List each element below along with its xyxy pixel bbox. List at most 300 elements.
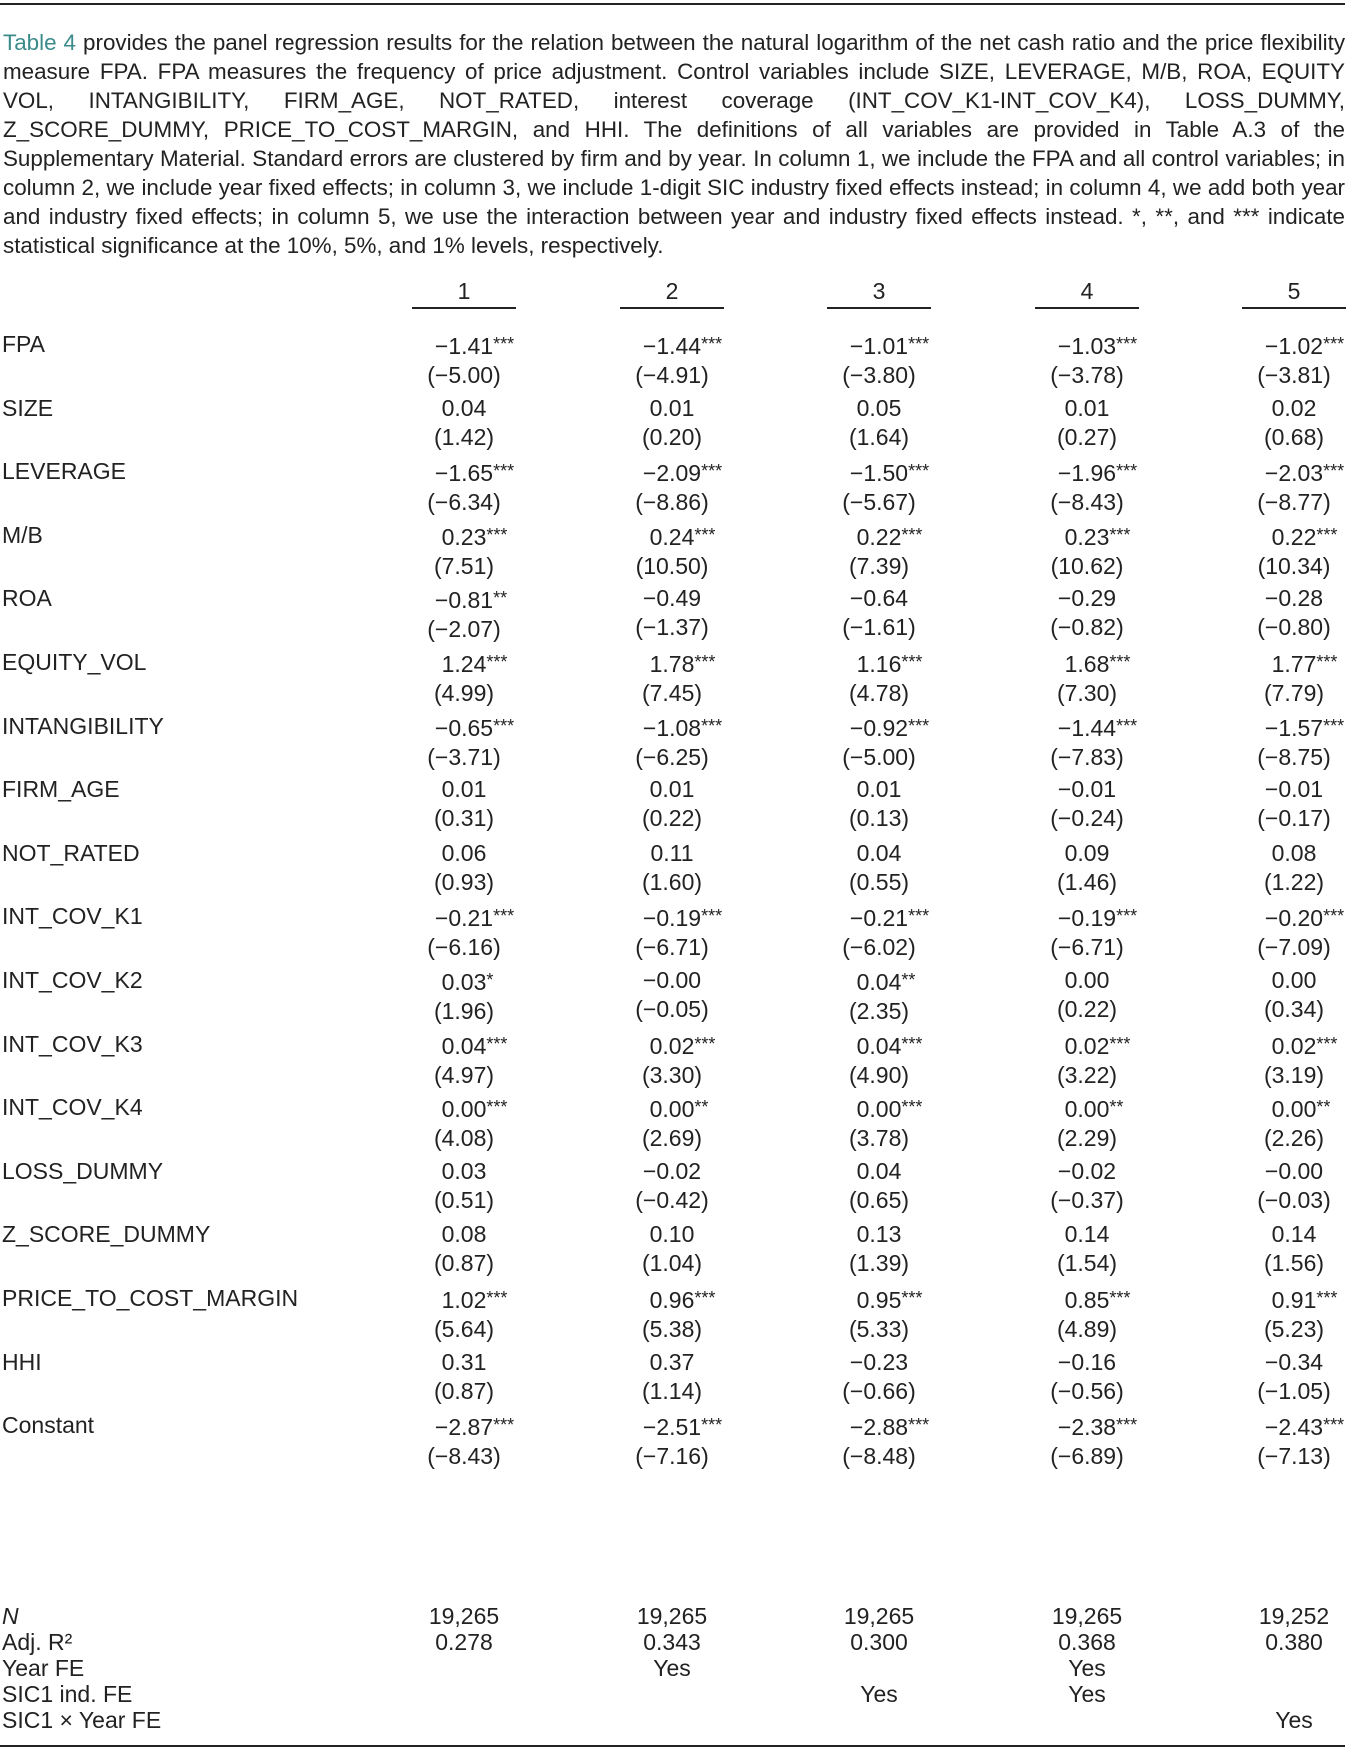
table-cell [620,1284,724,1344]
t-statistic: (−7.13) [1257,1443,1331,1470]
bottom-rule [0,1745,1345,1747]
t-statistic: (0.31) [433,805,495,832]
t-statistic: (1.64) [848,423,910,450]
t-statistic: (1.14) [641,1377,703,1404]
coefficient-line [1035,1348,1139,1377]
table-row [0,712,1349,772]
table-cell [412,1157,516,1215]
t-statistic: (0.68) [1263,423,1325,450]
coefficient: −2.09 [642,460,702,487]
table-cell [1035,1157,1139,1215]
table-cell [1242,775,1346,833]
coefficient-line [1242,1348,1346,1377]
t-statistic: (0.22) [641,805,703,832]
t-statistic: (−0.37) [1050,1186,1124,1213]
variable-label: PRICE_TO_COST_MARGIN [2,1285,299,1311]
coefficient: −0.29 [1057,585,1117,612]
coefficient-line: 0.91*** [1271,1287,1338,1313]
stat-label: SIC1 × Year FE [2,1707,162,1733]
stat-value: 0.278 [435,1629,493,1655]
t-statistic: (−8.43) [1050,489,1124,516]
coefficient-line: 0.00*** [856,1096,923,1123]
coefficient: 0.03 [441,1157,487,1184]
coefficient: 0.22 [856,523,902,550]
stat-value: 19,265 [1051,1603,1123,1629]
coefficient: 0.00 [441,1096,487,1123]
coefficient-line: −0.19*** [1057,905,1138,932]
table-row [0,1157,1349,1217]
variable-label: SIZE [2,394,54,421]
t-statistic: (0.87) [433,1377,495,1404]
table-row [0,775,1349,835]
coefficient: 0.01 [649,776,695,803]
table-cell [1242,1284,1346,1344]
coefficient: 0.02 [1064,1032,1110,1059]
table-row [0,584,1349,644]
t-statistic: (1.04) [641,1250,703,1277]
coefficient-line [620,394,724,423]
table-cell [827,1093,931,1153]
coefficient: 0.08 [1271,839,1317,866]
t-statistic: (5.23) [1263,1316,1325,1342]
t-statistic: (−6.71) [1050,934,1124,961]
coefficient-line [1242,839,1346,868]
stat-value: Yes [1068,1681,1106,1707]
t-statistic: (−0.66) [842,1377,916,1404]
coefficient: −0.21 [434,905,494,932]
coefficient: −0.02 [1057,1157,1117,1184]
t-statistic: (−0.05) [635,996,709,1022]
t-statistic: (−5.00) [427,362,501,388]
coefficient-line: 0.23*** [441,523,508,550]
coefficient-line: 0.00** [1064,1096,1124,1123]
table-cell [620,584,724,642]
coefficient-line: 1.68*** [1064,651,1131,677]
table-cell [412,457,516,517]
table-cell [1242,584,1346,642]
t-statistic: (7.30) [1056,680,1118,706]
coefficient-line [620,1157,724,1186]
t-statistic: (−0.03) [1257,1186,1331,1213]
coefficient-line [827,394,931,423]
coefficient: 1.16 [856,651,902,677]
t-statistic: (3.78) [848,1125,910,1152]
table-cell [412,1284,516,1344]
coefficient: 0.13 [856,1221,902,1248]
table-cell [412,966,516,1026]
coefficient: 1.02 [441,1287,487,1313]
coefficient-line: −2.43*** [1264,1414,1345,1441]
t-statistic: (3.19) [1263,1061,1325,1088]
variable-label: HHI [2,1348,42,1375]
t-statistic: (0.93) [433,868,495,895]
t-statistic: (0.51) [433,1186,495,1213]
t-statistic: (5.64) [433,1316,495,1342]
coefficient: −0.19 [1057,905,1117,932]
coefficient: 0.09 [1064,839,1110,866]
coefficient-line: 0.22*** [856,523,923,550]
table-cell [1242,1157,1346,1215]
coefficient: 0.00 [1064,967,1110,993]
coefficient-line: 0.95*** [856,1287,923,1313]
stat-row [0,1706,1349,1735]
t-statistic: (2.69) [641,1125,703,1152]
coefficient-line [1242,775,1346,804]
table-cell [1035,330,1139,390]
table-cell [412,330,516,390]
coefficient: 0.11 [650,839,694,866]
variable-label: LOSS_DUMMY [2,1157,164,1184]
coefficient: 0.00 [1064,1096,1110,1123]
coefficient: −2.43 [1264,1414,1324,1441]
coefficient: 0.37 [649,1348,695,1375]
table-row [0,1030,1349,1090]
table-cell [1035,1284,1139,1344]
table-cell [827,1411,931,1471]
coefficient-line: 1.16*** [856,651,923,677]
coefficient-line: −1.96*** [1057,460,1138,487]
table-cell [412,394,516,452]
t-statistic: (−6.71) [635,934,709,961]
coefficient: −0.64 [849,585,909,612]
coefficient-line [412,775,516,804]
variable-label: NOT_RATED [2,839,140,866]
stat-row [0,1680,1349,1709]
stat-value: 0.380 [1265,1629,1323,1655]
coefficient-line [827,839,931,868]
table-cell [1242,1030,1346,1090]
coefficient-line [412,1157,516,1186]
t-statistic: (4.08) [433,1125,495,1152]
coefficient-line: 0.22*** [1271,523,1338,550]
t-statistic: (10.34) [1257,552,1331,579]
coefficient-line: 0.24*** [649,523,716,550]
coefficient-line [412,1348,516,1377]
t-statistic: (−8.86) [635,489,709,516]
coefficient-line [1035,966,1139,995]
coefficient-line: 0.04*** [856,1032,923,1059]
coefficient-line [827,1157,931,1186]
coefficient: −0.01 [1057,776,1117,803]
stat-row [0,1628,1349,1657]
table-cell [620,1348,724,1406]
stat-value: 19,265 [636,1603,708,1629]
variable-label: LEVERAGE [2,458,126,485]
coefficient: −0.16 [1057,1348,1117,1375]
stat-value: 0.300 [850,1629,908,1655]
coefficient: 0.00 [1271,967,1317,993]
t-statistic: (5.33) [848,1316,910,1342]
table-cell [412,1411,516,1471]
table-cell [1035,1093,1139,1153]
coefficient: 0.00 [1271,1096,1317,1123]
coefficient-line [620,1348,724,1377]
t-statistic: (4.99) [433,680,495,706]
coefficient-line [620,1220,724,1249]
coefficient: 0.02 [649,1032,695,1059]
coefficient: −1.44 [642,333,702,359]
t-statistic: (4.89) [1056,1316,1118,1342]
stat-label: Year FE [2,1655,85,1681]
coefficient-line: 0.02*** [1064,1032,1131,1059]
coefficient-line [1035,839,1139,868]
variable-label: ROA [2,585,52,612]
table-reference-link[interactable]: Table 4 [3,30,77,55]
table-cell [620,1157,724,1215]
table-row [0,966,1349,1026]
table-row [0,1411,1349,1471]
coefficient-line: 1.77*** [1271,651,1338,677]
coefficient-line [412,839,516,868]
t-statistic: (1.96) [433,998,495,1024]
top-rule [0,3,1345,5]
t-statistic: (−1.61) [842,614,916,641]
table-row [0,1284,1349,1344]
coefficient: −1.01 [849,333,909,359]
column-number: 5 [1242,278,1346,309]
t-statistic: (0.20) [641,423,703,450]
coefficient: 0.01 [1064,394,1110,421]
coefficient-line [1035,1157,1139,1186]
coefficient-line [1242,584,1346,613]
table-row [0,1348,1349,1408]
coefficient: 0.06 [441,839,487,866]
stat-value: 19,265 [843,1603,915,1629]
caption-text: provides the panel regression results for the relation between the natural logarithm of the net cash ratio and the price flexibility measure FPA. FPA measures the frequency of price adjustment. Control variables include SIZE, LEVERAGE, M/B, ROA, EQUITY VOL, INTANGIBILITY, FIRM_AGE, NOT_RATED, interest coverage (INT_COV_K1-INT_COV_K4), LOSS_DUMMY, Z_SCORE_DUMMY, PRICE_TO_COST_MARGIN, and HHI. The definitions of all variables are provided in Table A.3 of the Supplementary Material. Standard errors are clustered by firm and by year. In column 1, we include the FPA and all control variables; in column 2, we include year fixed effects; in column 3, we include 1-digit SIC industry fixed effects instead; in column 4, we add both year and industry fixed effects; in column 5, we use the interaction between year and industry fixed effects instead. *, **, and *** indicate statistical significance at the 10%, 5%, and 1% levels, respectively. [3,30,1346,258]
table-cell [620,775,724,833]
coefficient-line [1242,966,1346,995]
stat-value: 19,265 [428,1603,500,1629]
coefficient: 0.01 [441,776,487,803]
t-statistic: (2.26) [1263,1125,1325,1152]
table-cell [1242,902,1346,962]
table-cell [620,648,724,708]
t-statistic: (−8.48) [842,1443,916,1470]
coefficient: 0.02 [1271,394,1317,421]
variable-label: EQUITY_VOL [2,649,147,675]
coefficient-line: −1.02*** [1264,333,1345,359]
coefficient: 1.78 [649,651,695,677]
coefficient: 1.77 [1271,651,1317,677]
coefficient: 0.05 [856,394,902,421]
t-statistic: (0.34) [1263,996,1325,1022]
stat-row [0,1654,1349,1683]
coefficient: 0.02 [1271,1032,1317,1059]
t-statistic: (0.87) [433,1250,495,1277]
stat-row [0,1602,1349,1631]
coefficient-line: −1.57*** [1264,714,1345,741]
stat-label: SIC1 ind. FE [2,1681,133,1707]
table-cell [1242,1348,1346,1406]
table-cell [827,775,931,833]
coefficient-line: 0.02*** [1271,1032,1338,1059]
table-cell [1035,1411,1139,1471]
t-statistic: (−6.16) [427,934,501,961]
coefficient: 0.23 [1064,523,1110,550]
table-cell [620,839,724,897]
coefficient-line [1035,394,1139,423]
coefficient: 0.04 [856,969,902,995]
table-cell [620,1030,724,1090]
table-cell [1035,521,1139,581]
t-statistic: (0.55) [848,868,910,895]
t-statistic: (−0.80) [1257,614,1331,641]
coefficient: 0.24 [649,523,695,550]
coefficient-line [1035,584,1139,613]
coefficient: −2.51 [642,1414,702,1441]
table-cell [412,1220,516,1278]
table-cell [412,648,516,708]
t-statistic: (−5.67) [842,489,916,516]
table-row [0,839,1349,899]
t-statistic: (1.42) [433,423,495,450]
table-cell [827,1030,931,1090]
table-cell [1242,712,1346,772]
t-statistic: (−0.42) [635,1186,709,1213]
coefficient-line: −2.38*** [1057,1414,1138,1441]
table-cell [412,775,516,833]
table-cell [1242,839,1346,897]
table-cell [620,1220,724,1278]
stat-value: 0.368 [1058,1629,1116,1655]
table-cell [1035,1220,1139,1278]
t-statistic: (−6.89) [1050,1443,1124,1470]
table-cell [1242,1220,1346,1278]
coefficient: 0.14 [1064,1221,1110,1248]
table-row [0,1093,1349,1153]
t-statistic: (−3.80) [842,362,916,388]
table-cell [827,584,931,642]
t-statistic: (−3.71) [427,743,501,770]
t-statistic: (3.22) [1056,1061,1118,1088]
coefficient: 0.91 [1271,1287,1317,1313]
coefficient-line: 0.00** [649,1096,709,1123]
table-cell [620,521,724,581]
coefficient-line: −1.03*** [1057,333,1138,359]
table-cell [827,521,931,581]
coefficient-line: −0.21*** [849,905,930,932]
column-number: 3 [827,278,931,309]
stat-value: 19,252 [1258,1603,1330,1629]
coefficient-line: 1.02*** [441,1287,508,1313]
variable-label: INTANGIBILITY [2,712,164,739]
coefficient: 0.23 [441,523,487,550]
coefficient: −1.44 [1057,714,1117,741]
coefficient-line: −1.08*** [642,714,723,741]
t-statistic: (−0.17) [1257,805,1331,832]
coefficient: −0.92 [849,714,909,741]
table-cell [827,1348,931,1406]
t-statistic: (7.51) [433,552,495,579]
table-cell [827,457,931,517]
variable-label: FIRM_AGE [2,776,120,803]
coefficient: −0.20 [1264,905,1324,932]
stat-value: Yes [1275,1707,1313,1733]
table-cell [1242,1411,1346,1471]
coefficient: −1.08 [642,714,702,741]
t-statistic: (−8.43) [427,1443,501,1470]
coefficient-line: 0.04** [856,969,916,995]
coefficient-line: 0.03* [441,969,494,995]
coefficient-line: −0.65*** [434,714,515,741]
table-cell [412,584,516,644]
column-number: 4 [1035,278,1139,309]
coefficient-line: −0.21*** [434,905,515,932]
coefficient: 0.04 [441,1032,487,1059]
t-statistic: (−6.02) [842,934,916,961]
coefficient: −1.02 [1264,333,1324,359]
coefficient-line: 0.04*** [441,1032,508,1059]
coefficient: −0.21 [849,905,909,932]
table-cell [412,902,516,962]
stat-value: Yes [653,1655,691,1681]
coefficient: −2.03 [1264,460,1324,487]
t-statistic: (1.56) [1263,1250,1325,1277]
t-statistic: (10.50) [635,552,709,579]
coefficient: 0.00 [649,1096,695,1123]
t-statistic: (7.79) [1263,680,1325,706]
coefficient: 0.04 [856,839,902,866]
t-statistic: (−3.78) [1050,362,1124,388]
coefficient-line [1242,394,1346,423]
table-row [0,521,1349,581]
coefficient: 0.95 [856,1287,902,1313]
t-statistic: (7.39) [848,552,910,579]
t-statistic: (0.65) [848,1186,910,1213]
coefficient-line: −2.87*** [434,1414,515,1441]
table-cell [827,394,931,452]
table-cell [620,1411,724,1471]
coefficient: 0.03 [441,969,487,995]
coefficient-line: −1.44*** [1057,714,1138,741]
t-statistic: (−8.77) [1257,489,1331,516]
table-cell [1035,902,1139,962]
coefficient: 1.68 [1064,651,1110,677]
coefficient: −1.50 [849,460,909,487]
t-statistic: (1.60) [641,868,703,895]
table-cell [1035,775,1139,833]
coefficient-line [620,966,724,995]
t-statistic: (−6.34) [427,489,501,516]
t-statistic: (1.46) [1056,868,1118,895]
t-statistic: (−2.07) [427,616,501,643]
coefficient-line: −2.51*** [642,1414,723,1441]
variable-label: FPA [2,331,46,357]
coefficient: 0.01 [649,394,695,421]
coefficient-line: −1.44*** [642,333,723,359]
table-cell [827,330,931,390]
coefficient: −0.02 [642,1157,702,1184]
coefficient-line: 0.23*** [1064,523,1131,550]
table-cell [1242,648,1346,708]
coefficient: −0.01 [1264,776,1324,803]
coefficient: 0.22 [1271,523,1317,550]
coefficient: 0.14 [1271,1221,1317,1248]
coefficient: 0.04 [856,1157,902,1184]
table-row [0,457,1349,517]
column-number: 1 [412,278,516,309]
coefficient: 0.01 [856,776,902,803]
coefficient: 0.00 [856,1096,902,1123]
table-cell [827,712,931,772]
coefficient-line [412,1220,516,1249]
coefficient: 0.31 [441,1348,487,1375]
coefficient: −0.81 [434,587,494,614]
coefficient: 1.24 [441,651,487,677]
t-statistic: (4.97) [433,1061,495,1088]
coefficient-line: −0.92*** [849,714,930,741]
table-cell [827,1157,931,1215]
